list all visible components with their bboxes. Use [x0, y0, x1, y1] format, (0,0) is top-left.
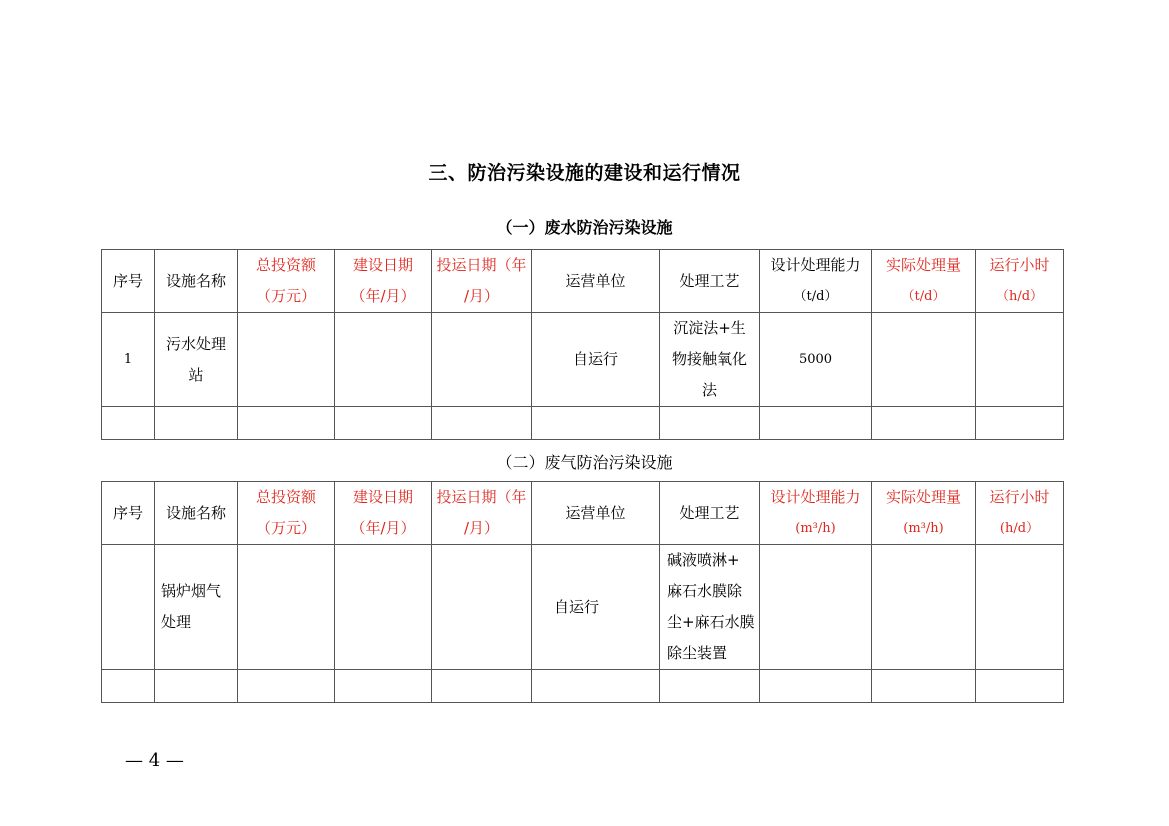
header-name: 设施名称: [155, 482, 238, 545]
empty-cell: [102, 407, 155, 440]
empty-cell: [432, 407, 532, 440]
cell-seq: 1: [102, 313, 155, 407]
cell-investment: [238, 545, 335, 670]
empty-cell: [335, 407, 432, 440]
cell-build-date: [335, 545, 432, 670]
cell-capacity: 5000: [760, 313, 872, 407]
exhaust-table: [101, 481, 1064, 703]
table-header-row: [102, 482, 1064, 545]
header-capacity: 设计处理能力 (m³/h): [760, 482, 872, 545]
header-capacity: 设计处理能力 （t/d）: [760, 250, 872, 313]
empty-cell: [155, 670, 238, 703]
cell-actual: [872, 313, 976, 407]
empty-cell: [432, 670, 532, 703]
cell-operation-date: [432, 313, 532, 407]
header-investment: 总投资额 （万元）: [238, 482, 335, 545]
header-seq: 序号: [102, 250, 155, 313]
section-heading-exhaust: （二）废气防治污染设施: [496, 453, 673, 472]
header-actual: 实际处理量 (m³/h): [872, 482, 976, 545]
section-heading-wastewater: （一）废水防治污染设施: [496, 218, 673, 237]
empty-cell: [335, 670, 432, 703]
empty-cell: [976, 670, 1064, 703]
page-title: 三、防治污染设施的建设和运行情况: [428, 162, 741, 184]
page-number: — 4 —: [125, 750, 184, 771]
table-header-row: [102, 250, 1064, 313]
header-investment: 总投资额 （万元）: [238, 250, 335, 313]
table-row: [102, 545, 1064, 670]
empty-cell: [660, 670, 760, 703]
cell-actual: [872, 545, 976, 670]
header-build-date: 建设日期 （年/月）: [335, 482, 432, 545]
header-process: 处理工艺: [660, 482, 760, 545]
header-actual: 实际处理量 （t/d）: [872, 250, 976, 313]
wastewater-table: [101, 249, 1064, 440]
cell-operator: 自运行: [532, 313, 660, 407]
empty-cell: [872, 407, 976, 440]
cell-hours: [976, 313, 1064, 407]
cell-process: 碱液喷淋+ 麻石水膜除 尘+麻石水膜 除尘装置: [660, 545, 760, 670]
header-seq: 序号: [102, 482, 155, 545]
table-row-empty: [102, 670, 1064, 703]
header-hours: 运行小时 (h/d）: [976, 482, 1064, 545]
cell-investment: [238, 313, 335, 407]
cell-operation-date: [432, 545, 532, 670]
empty-cell: [238, 407, 335, 440]
cell-name: 锅炉烟气 处理: [155, 545, 238, 670]
empty-cell: [760, 670, 872, 703]
header-hours: 运行小时 （h/d）: [976, 250, 1064, 313]
empty-cell: [532, 670, 660, 703]
header-name: 设施名称: [155, 250, 238, 313]
empty-cell: [102, 670, 155, 703]
header-operation-date: 投运日期（年 /月）: [432, 250, 532, 313]
empty-cell: [872, 670, 976, 703]
empty-cell: [760, 407, 872, 440]
header-operation-date: 投运日期（年 /月）: [432, 482, 532, 545]
cell-build-date: [335, 313, 432, 407]
header-process: 处理工艺: [660, 250, 760, 313]
cell-hours: [976, 545, 1064, 670]
cell-name: 污水处理 站: [155, 313, 238, 407]
table-row-empty: [102, 407, 1064, 440]
empty-cell: [976, 407, 1064, 440]
header-operator: 运营单位: [532, 482, 660, 545]
header-operator: 运营单位: [532, 250, 660, 313]
empty-cell: [532, 407, 660, 440]
empty-cell: [660, 407, 760, 440]
cell-operator: 自运行: [532, 545, 660, 670]
cell-seq: [102, 545, 155, 670]
empty-cell: [155, 407, 238, 440]
empty-cell: [238, 670, 335, 703]
cell-process: 沉淀法+生 物接触氧化 法: [660, 313, 760, 407]
table-row: [102, 313, 1064, 407]
cell-capacity: [760, 545, 872, 670]
header-build-date: 建设日期 （年/月）: [335, 250, 432, 313]
